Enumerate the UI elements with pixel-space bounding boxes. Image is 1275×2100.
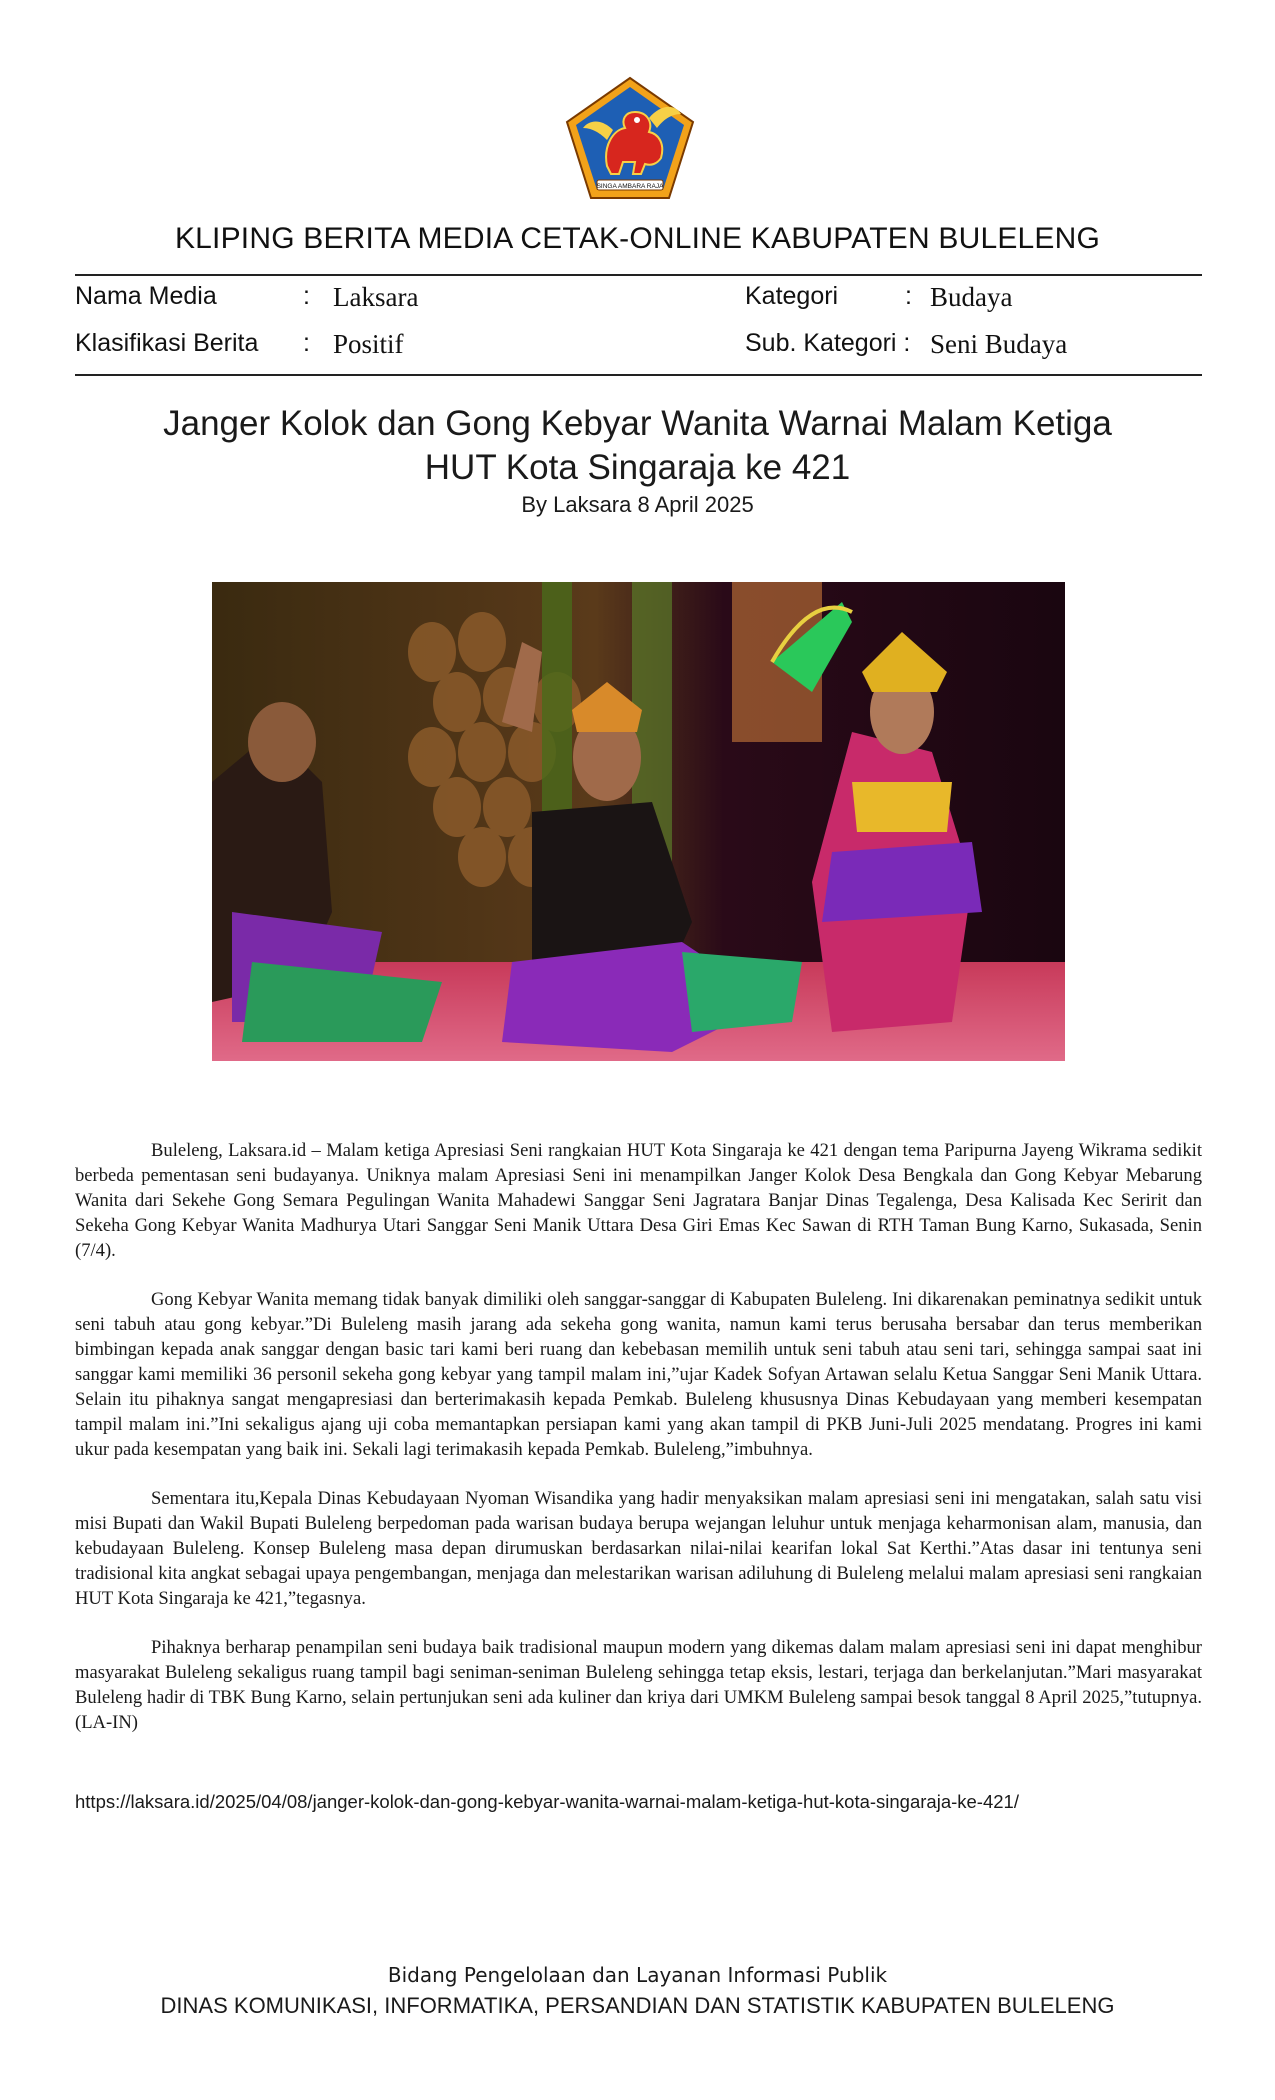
article-paragraph-1: Buleleng, Laksara.id – Malam ketiga Apresiasi Seni rangkaian HUT Kota Singaraja ke 421 dengan tema Paripurna Jayeng Wikrama sedikit berbeda pementasan seni budayanya. Uniknya malam Apresiasi Seni ini menampilkan Janger Kolok Desa Bengkala dan Gong Kebyar Mebarung Wanita dari Sekehe Gong Semara Pegulingan Wanita Mahadewi Sanggar Seni Jagratara Banjar Dinas Tegalenga, Desa Kalisada Kec Seririt dan Sekeha Gong Kebyar Wanita Madhurya Utari Sanggar Seni Manik Uttara Desa Giri Emas Kec Sawan di RTH Taman Bung Karno, Sukasada, Senin (7/4).: [75, 1140, 1202, 1261]
category-colon: :: [905, 282, 912, 310]
footer-division-name: Bidang Pengelolaan dan Layanan Informasi Publik: [387, 1963, 888, 1987]
category-value: Budaya: [930, 282, 1013, 312]
clipping-header-title: KLIPING BERITA MEDIA CETAK-ONLINE KABUPATEN BULELENG: [174, 222, 1101, 255]
article-byline: By Laksara 8 April 2025: [521, 492, 754, 517]
article-body: [75, 1138, 1202, 1759]
classification-colon: :: [303, 329, 310, 357]
classification-value: Positif: [333, 329, 404, 359]
media-name-label: Nama Media: [75, 282, 217, 310]
article-paragraph-3: Sementara itu,Kepala Dinas Kebudayaan Nyoman Wisandika yang hadir menyaksikan malam apresiasi seni ini mengatakan, salah satu visi misi Bupati dan Wakil Bupati Buleleng berpedoman pada warisan budaya berupa wejangan leluhur untuk menjaga keharmonisan alam, manusia, dan kebudayaan Buleleng. Konsep Buleleng masa depan dirumuskan berdasarkan nilai-nilai kearifan lokal Sat Kerthi.”Atas dasar ini tentunya seni tradisional kita angkat sebagai upaya pengembangan, menjaga dan melestarikan warisan adiluhung di Buleleng melalui malam apresiasi seni rangkaian HUT Kota Singaraja ke 421,”tegasnya.: [75, 1488, 1202, 1609]
article-headline: [0, 402, 1275, 490]
headline-line-1: Janger Kolok dan Gong Kebyar Wanita Warnai Malam Ketiga: [163, 404, 1112, 443]
header-divider-top: [75, 274, 1202, 276]
article-paragraph-2: Gong Kebyar Wanita memang tidak banyak dimiliki oleh sanggar-sanggar di Kabupaten Buleleng. Ini dikarenakan peminatnya sedikit untuk seni tabuh atau gong kebyar.”Di Buleleng masih jarang ada sekeha gong wanita, namun kami terus berusaha bersabar dan terus memberikan bimbingan kepada anak sanggar dengan basic tari kami beri ruang dan kebebasan memilih untuk seni tabuh atau seni tari, sehingga sampai saat ini sanggar kami memiliki 36 personil sekeha gong kebyar yang tampil malam ini,”ujar Kadek Sofyan Artawan selalu Ketua Sanggar Seni Manik Uttara. Selain itu pihaknya sangat mengapresiasi dan berterimakasih kepada Pemkab. Buleleng khususnya Dinas Kebudayaan yang memberi kesempatan tampil malam ini.”Ini sekaligus ajang uji coba memantapkan persiapan kami yang akan tampil di PKB Juni-Juli 2025 mendatang. Progres ini kami ukur pada kesempatan yang baik ini. Sekali lagi terimakasih kepada Pemkab. Buleleng,”imbuhnya.: [75, 1289, 1202, 1460]
article-photo: [212, 582, 1065, 1061]
category-label: Kategori: [745, 282, 839, 310]
sub-category-value: Seni Budaya: [930, 329, 1068, 359]
classification-label: Klasifikasi Berita: [75, 329, 259, 357]
sub-category-label: Sub. Kategori :: [745, 329, 911, 357]
svg-text:SINGA AMBARA RAJA: SINGA AMBARA RAJA: [596, 183, 664, 190]
headline-line-2: HUT Kota Singaraja ke 421: [424, 448, 851, 487]
article-paragraph-4: Pihaknya berharap penampilan seni budaya baik tradisional maupun modern yang dikemas dalam malam apresiasi seni ini dapat menghibur masyarakat Buleleng sekaligus ruang tampil bagi seniman-seniman Buleleng sehingga tetap eksis, lestari, terjaga dan berkelanjutan.”Mari masyarakat Buleleng hadir di TBK Bung Karno, selain pertunjukan seni ada kuliner dan kriya dari UMKM Buleleng sampai besok tanggal 8 April 2025,”tutupnya. (LA-IN): [75, 1637, 1202, 1733]
header-divider-bottom: [75, 374, 1202, 376]
media-name-value: Laksara: [333, 282, 419, 312]
source-url-link[interactable]: https://laksara.id/2025/04/08/janger-kolok-dan-gong-kebyar-wanita-warnai-malam-ketiga-hut-kota-singaraja-ke-421/: [75, 1791, 1019, 1812]
media-name-colon: :: [303, 282, 310, 310]
footer-department-name: DINAS KOMUNIKASI, INFORMATIKA, PERSANDIAN DAN STATISTIK KABUPATEN BULELENG: [160, 1993, 1115, 2018]
buleleng-regency-emblem: [563, 74, 697, 202]
